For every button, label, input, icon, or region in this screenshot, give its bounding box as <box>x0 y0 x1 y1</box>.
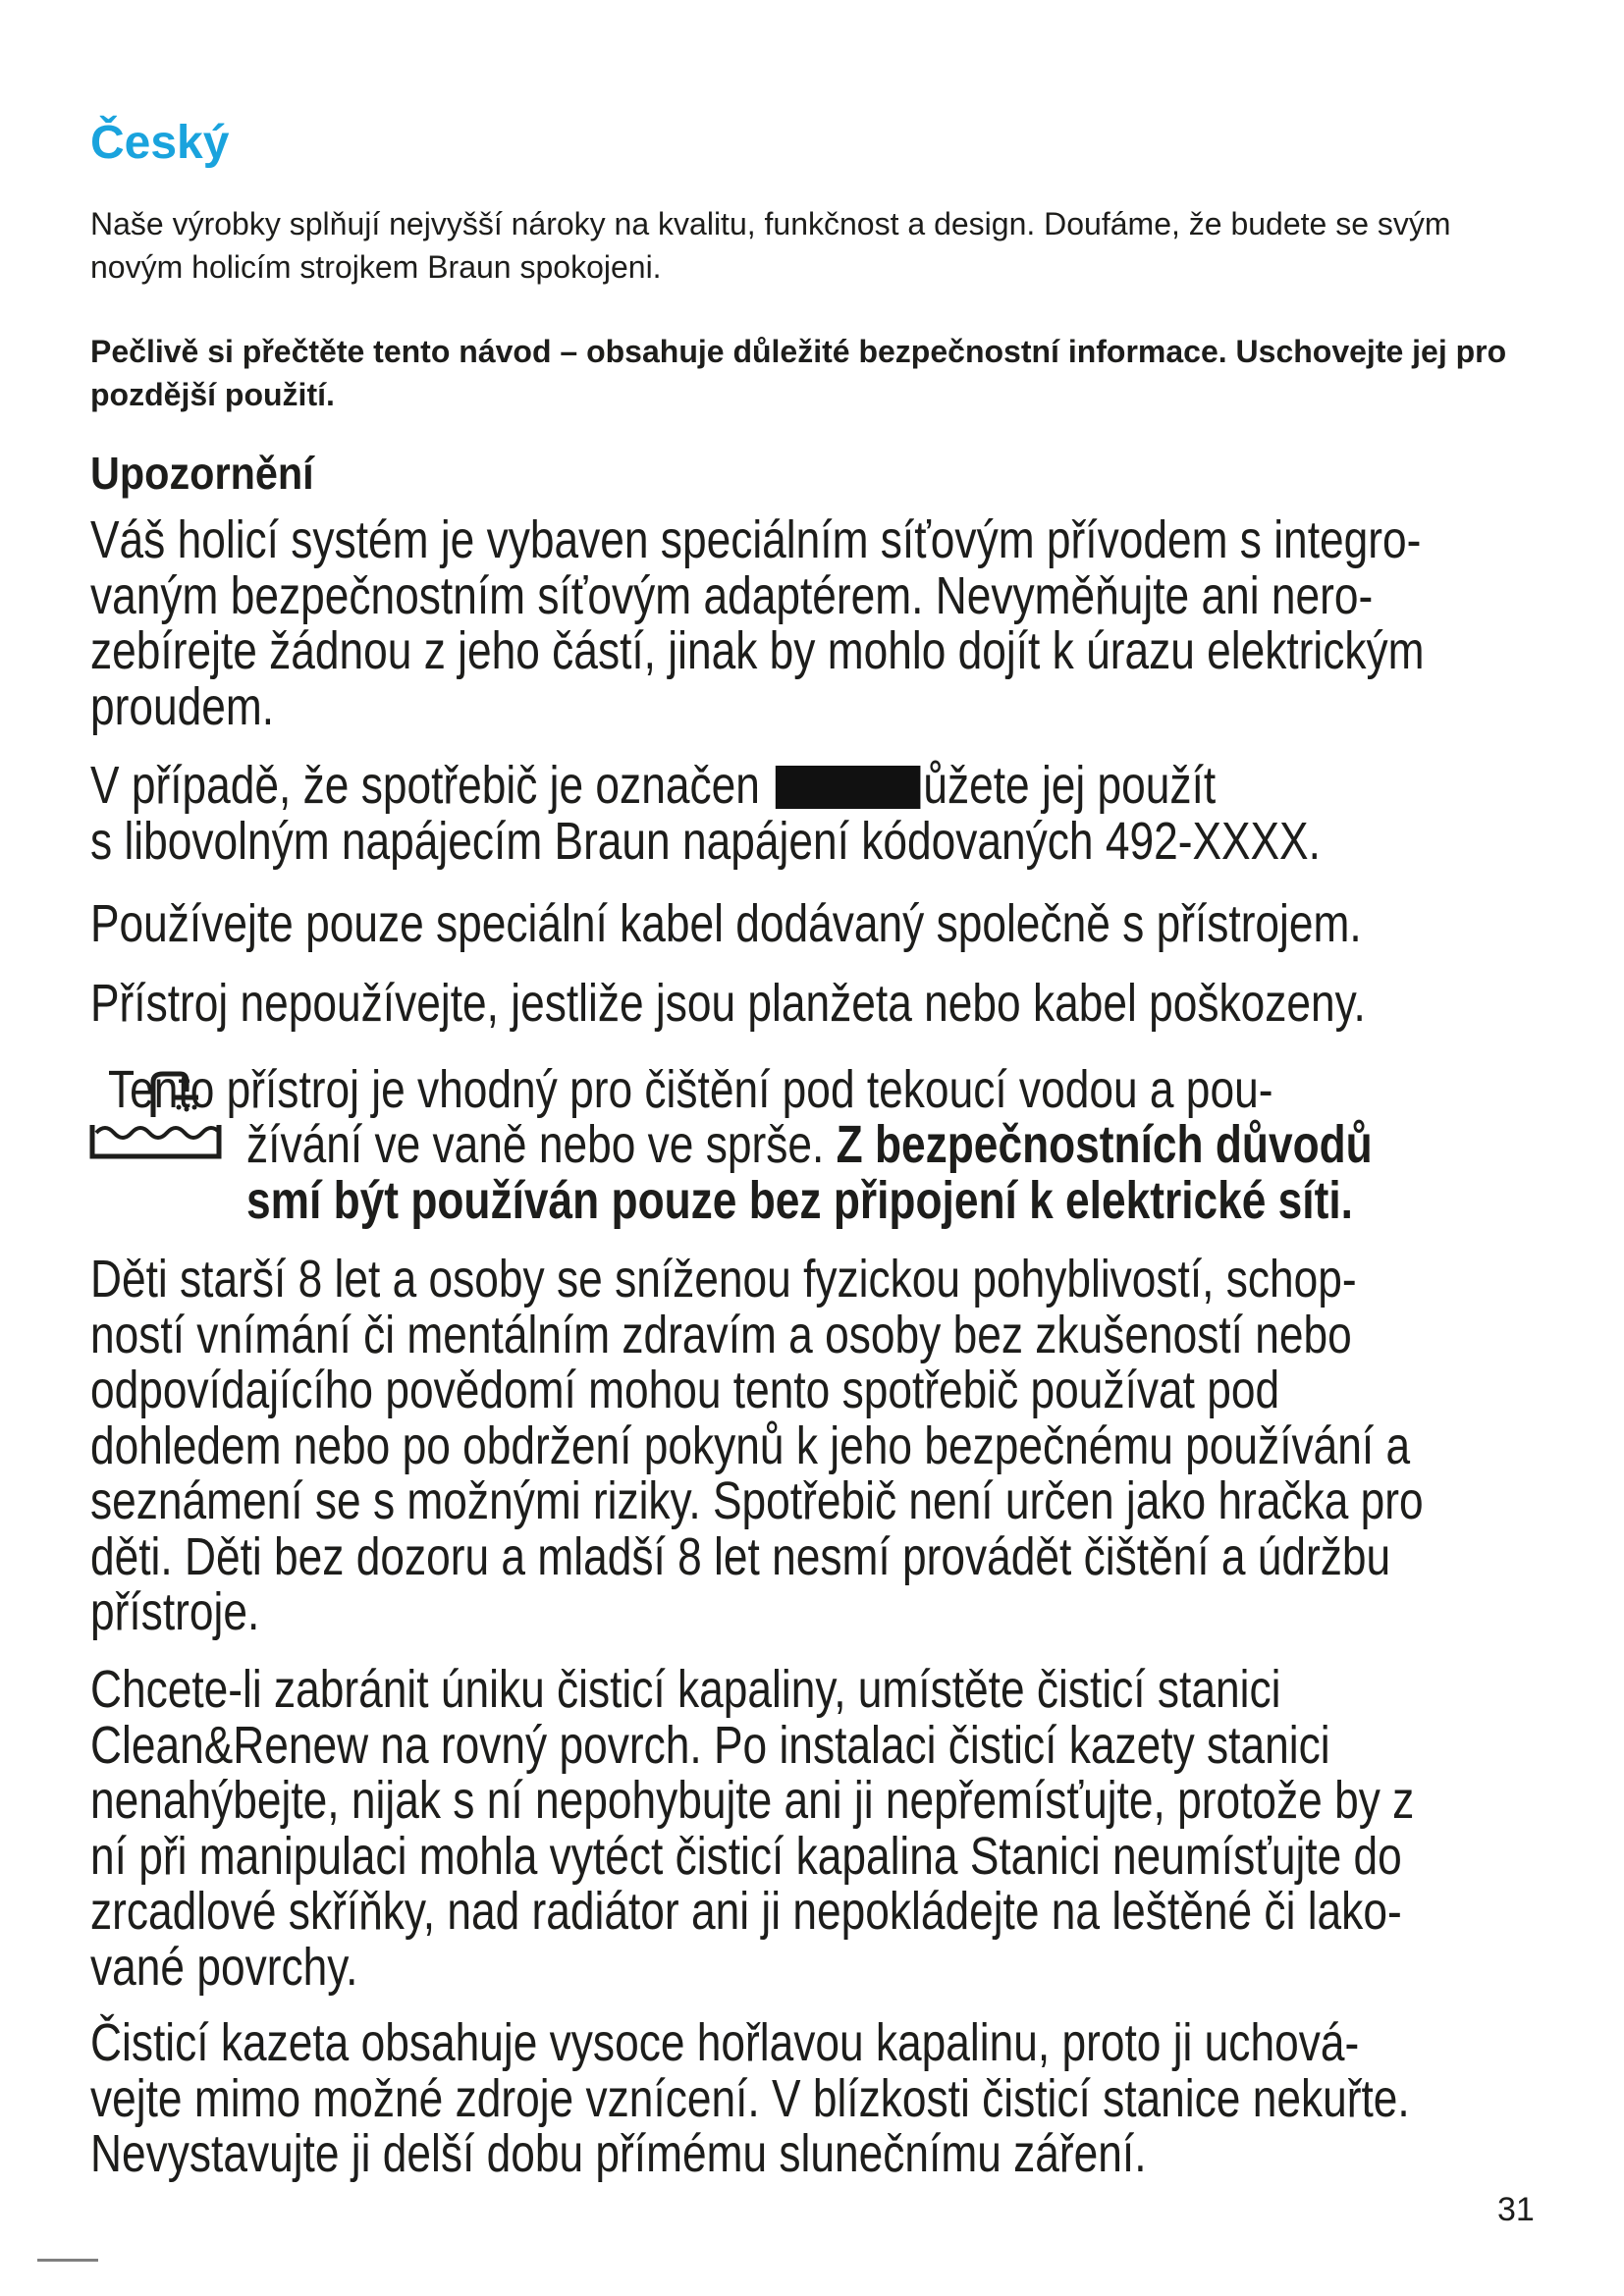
warning-heading: Upozornění <box>90 448 314 499</box>
text-line: nenahýbejte, nijak s ní nepohybujte ani ji nepřemísťujte, protože by z <box>90 1771 1415 1830</box>
warning-paragraph-6 <box>90 1250 1424 1641</box>
page-number: 31 <box>1497 2191 1535 2228</box>
text-line: seznámení se s možnými riziky. Spotřebič není určen jako hračka pro <box>90 1471 1424 1530</box>
language-title: Český <box>90 117 230 169</box>
text-line: odpovídajícího povědomí mohou tento spotřebič používat pod <box>90 1361 1280 1419</box>
bold-fragment: smí být používán pouze bez připojení k elektrické síti. <box>246 1170 1353 1230</box>
warning-paragraph-5 <box>108 1062 1364 1118</box>
warning-paragraph-7 <box>90 1660 1415 1997</box>
text-line: Čisticí kazeta obsahuje vysoce hořlavou kapalinu, proto ji uchová- <box>90 2013 1360 2072</box>
text-line: Váš holicí systém je vybaven speciálním síťovým přívodem s integro- <box>90 510 1422 569</box>
text-line: Clean&Renew na rovný povrch. Po instalaci čisticí kazety stanici <box>90 1715 1330 1775</box>
text-line: dohledem nebo po obdržení pokynů k jeho bezpečnému používání a <box>90 1415 1411 1475</box>
text-line: proudem. <box>90 676 275 736</box>
warning-paragraph-5-continued <box>246 1117 1502 1228</box>
bold-fragment: Z bezpečnostních důvodů <box>836 1115 1373 1174</box>
text-line: Tento přístroj je vhodný pro čištění pod tekoucí vodou a pou- <box>108 1060 1273 1119</box>
warning-paragraph-4 <box>90 974 1366 1033</box>
text-line: s libovolným napájecím Braun napájení kódovaných 492-XXXX. <box>90 811 1321 871</box>
text-line: zebírejte žádnou z jeho částí, jinak by mohlo dojít k úrazu elektrickým <box>90 621 1425 680</box>
text-line <box>246 1170 1502 1230</box>
text-line: Děti starší 8 let a osoby se sníženou fyzickou pohyblivostí, schop- <box>90 1250 1357 1308</box>
text-line <box>90 758 1346 814</box>
text-line: Chcete-li zabránit úniku čisticí kapaliny, umístěte čisticí stanici <box>90 1660 1281 1719</box>
intro-bold-notice: Pečlivě si přečtěte tento návod – obsahuje důležité bezpečnostní informace. Uschovejte jej pro pozdější použití. <box>90 334 1507 412</box>
warning-paragraph-3 <box>90 894 1362 953</box>
text-line: ní při manipulaci mohla vytéct čisticí kapalina Stanici neumísťujte do <box>90 1826 1402 1886</box>
text-line: děti. Děti bez dozoru a mladší 8 let nesmí provádět čištění a údržbu <box>90 1526 1391 1586</box>
text-fragment: ůžete jej použít <box>923 756 1217 815</box>
corner-crop-mark <box>37 2259 98 2262</box>
text-line: přístroje. <box>90 1582 260 1641</box>
warning-paragraph-8 <box>90 2013 1410 2183</box>
warning-paragraph-1 <box>90 510 1425 736</box>
text-line: Používejte pouze speciální kabel dodávaný společně s přístrojem. <box>90 894 1362 953</box>
text-line: vaným bezpečnostním síťovým adaptérem. Nevyměňujte ani nero- <box>90 565 1374 625</box>
text-fragment: žívání ve vaně nebo ve sprše. <box>246 1115 837 1174</box>
text-line <box>246 1117 1502 1173</box>
intro-text: Naše výrobky splňují nejvyšší nároky na kvalitu, funkčnost a design. Doufáme, že budete se svým novým holicím strojkem Braun spokojeni. <box>90 206 1451 285</box>
text-line: ností vnímání či mentálním zdravím a osoby bez zkušeností nebo <box>90 1305 1352 1364</box>
text-line: vané povrchy. <box>90 1937 358 1997</box>
text-line: Nevystavujte ji delší dobu přímému slunečnímu záření. <box>90 2124 1147 2183</box>
text-fragment: V případě, že spotřebič je označen <box>90 756 760 815</box>
text-line: vejte mimo možné zdroje vznícení. V blízkosti čisticí stanice nekuřte. <box>90 2068 1410 2128</box>
warning-paragraph-2 <box>90 758 1346 869</box>
text-line: zrcadlové skříňky, nad radiátor ani ji nepokládejte na leštěné či lako- <box>90 1882 1402 1941</box>
text-line: Přístroj nepoužívejte, jestliže jsou planžeta nebo kabel poškozeny. <box>90 974 1366 1033</box>
redacted-marking <box>775 766 920 809</box>
